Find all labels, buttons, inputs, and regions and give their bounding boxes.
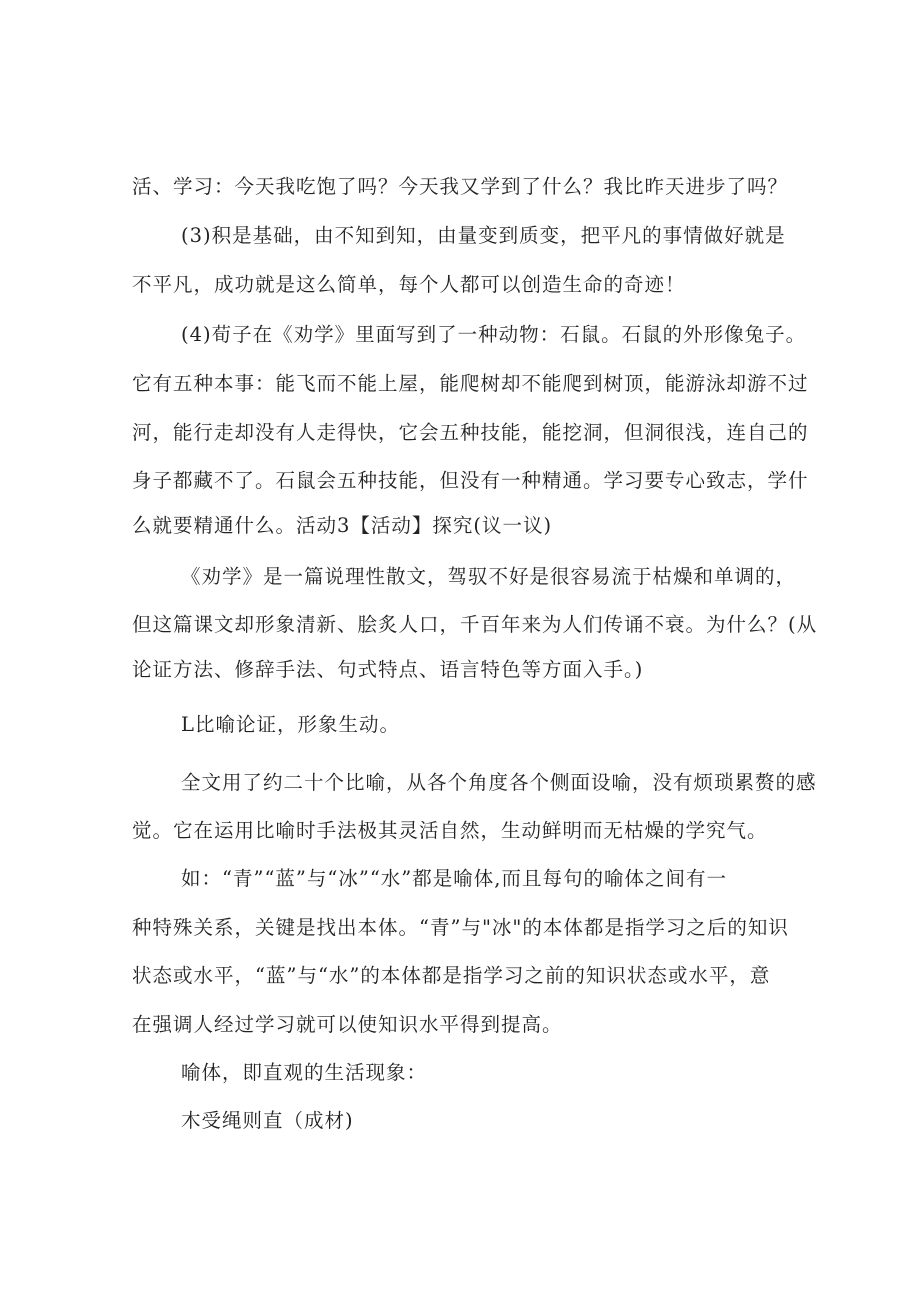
text-line-5: 它有五种本事：能飞而不能上屋，能爬树却不能爬到树顶，能游泳却游不过 xyxy=(132,372,809,395)
text-line-17: 状态或水平，“蓝”与“水”的本体都是指学习之前的知识状态或水平，意 xyxy=(132,964,771,987)
text-line-16: 种特殊关系，关键是找出本体。“青”与"冰"的本体都是指学习之后的知识 xyxy=(132,916,789,939)
text-line-1: 活、学习：今天我吃饱了吗？今天我又学到了什么？我比昨天进步了吗？ xyxy=(132,175,789,198)
text-line-3: 不平凡，成功就是这么简单，每个人都可以创造生命的奇迹！ xyxy=(132,273,686,296)
text-line-12: L比喻论证，形象生动。 xyxy=(181,713,400,736)
text-line-10: 但这篇课文却形象清新、脍炙人口，千百年来为人们传诵不衰。为什么？(从 xyxy=(132,613,818,636)
text-line-18: 在强调人经过学习就可以使知识水平得到提高。 xyxy=(132,1013,563,1036)
text-line-13: 全文用了约二十个比喻，从各个角度各个侧面设喻，没有烦琐累赘的感 xyxy=(181,771,817,794)
text-line-11: 论证方法、修辞手法、句式特点、语言特色等方面入手。) xyxy=(132,658,644,681)
text-line-2: (3)积是基础，由不知到知，由量变到质变，把平凡的事情做好就是 xyxy=(181,224,786,247)
text-line-4: (4)荀子在《劝学》里面写到了一种动物：石鼠。石鼠的外形像兔子。 xyxy=(181,323,807,346)
text-line-19: 喻体，即直观的生活现象： xyxy=(181,1061,428,1084)
text-line-6: 河，能行走却没有人走得快，它会五种技能，能挖洞，但洞很浅，连自己的 xyxy=(132,421,809,444)
text-line-9: 《劝学》是一篇说理性散文，驾驭不好是很容易流于枯燥和单调的， xyxy=(181,565,797,588)
text-line-14: 觉。它在运用比喻时手法极其灵活自然，生动鲜明而无枯燥的学究气。 xyxy=(132,819,768,842)
text-line-8: 么就要精通什么。活动3【活动】探究(议一议) xyxy=(132,514,553,537)
text-line-7: 身子都藏不了。石鼠会五种技能，但没有一种精通。学习要专心致志，学什 xyxy=(132,469,809,492)
text-line-15: 如：“青”“蓝”与“冰”“水”都是喻体,而且每句的喻体之间有一 xyxy=(181,867,727,890)
text-line-20: 木受绳则直（成材) xyxy=(181,1109,354,1132)
